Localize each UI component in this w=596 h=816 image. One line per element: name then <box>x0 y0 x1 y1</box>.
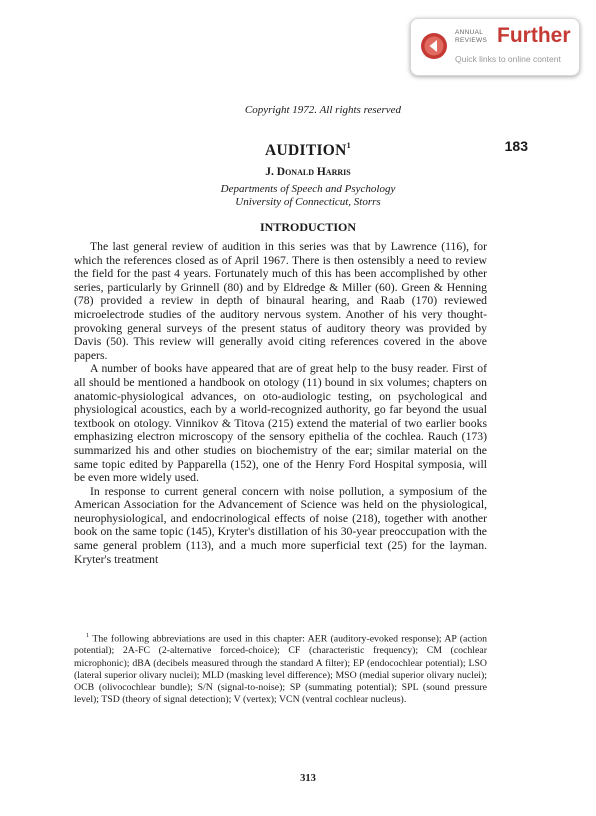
page-number: 183 <box>504 138 528 154</box>
footnote-mark: 1 <box>86 632 90 639</box>
annual-label: ANNUAL <box>455 29 484 36</box>
title-text: AUDITION <box>265 142 347 159</box>
further-subtitle: Quick links to online content <box>455 54 561 64</box>
back-arrow-circle-icon <box>420 32 448 60</box>
footnote-text: The following abbreviations are used in this chapter: AER (auditory-evoked response); AP (action potential); 2A-FC (2-alternative forced-choice); CF (characteristic frequency); CM (cochlear microphonic); dBA (decibels measured through the standard A filter); EP (endocochlear potential); LSO (lateral superior olivary nuclei); MLD (masking level difference); MSO (medial superior olivary nuclei); OCB (olivocochlear bundle); S/N (signal-to-noise); SP (summating potential); SPL (sound pressure level); TSD (theory of signal detection); V (vertex); VCN (ventral cochlear nucleus). <box>74 633 487 706</box>
further-badge[interactable] <box>410 18 580 76</box>
author-name: J. Donald Harris <box>265 166 351 178</box>
footnote <box>74 630 487 706</box>
title-footnote-mark[interactable]: 1 <box>346 141 351 150</box>
footer-page-number: 313 <box>300 773 316 784</box>
affiliation-university: University of Connecticut, Storrs <box>235 196 381 208</box>
further-title: Further <box>497 24 571 47</box>
paragraph: A number of books have appeared that are of great help to the busy reader. First of all should be mentioned a handbook on otology (11) bound in six volumes; chapters on anatomic-physiological advances, on oto-audiologic testing, on psychological and physiological acoustics, each by a world-recognized authority, go far beyond the usual textbook on otology. Vinnikov & Titova (215) extend the material of two earlier books emphasizing electron microscopy of the sensory epithelia of the cochlea. Rauch (173) summarized his and other studies on biochemistry of the ear; similar material on the same topic edited by Papparella (152), one of the Henry Ford Hospital symposia, will be even more widely used. <box>74 362 487 485</box>
paragraph: In response to current general concern with noise pollution, a symposium of the American Association for the Advancement of Science was held on the physiological, neurophysiological, and endocrinological effects of noise (218), together with another book on the same topic (145), Kryter's distillation of his 30-year preoccupation with the same general problem (113), and a much more superficial text (25) for the layman. Kryter's treatment <box>74 484 487 566</box>
annual-reviews-logo <box>455 29 487 44</box>
reviews-label: REVIEWS <box>455 36 488 44</box>
paragraph: The last general review of audition in this series was that by Lawrence (116), for which the references closed as of April 1967. There is then ostensibly a need to review the field for the past 4 years. Fortunately much of this has been accomplished by other series, particularly by Grinnell (80) and by Eldredge & Miller (60). Green & Henning (78) provided a review in depth of binaural hearing, and Raab (170) reviewed microelectrode studies of the auditory nervous system. Another of his very thought-provoking general surveys of the present status of auditory theory was provided by Davis (50). This review will generally avoid citing references covered in the above papers. <box>74 240 487 362</box>
article-body <box>74 240 487 566</box>
section-heading: INTRODUCTION <box>259 220 356 234</box>
affiliation-department: Departments of Speech and Psychology <box>220 183 396 195</box>
affiliation <box>0 183 596 209</box>
copyright-notice: Copyright 1972. All rights reserved <box>244 104 402 116</box>
article-title <box>0 141 596 160</box>
